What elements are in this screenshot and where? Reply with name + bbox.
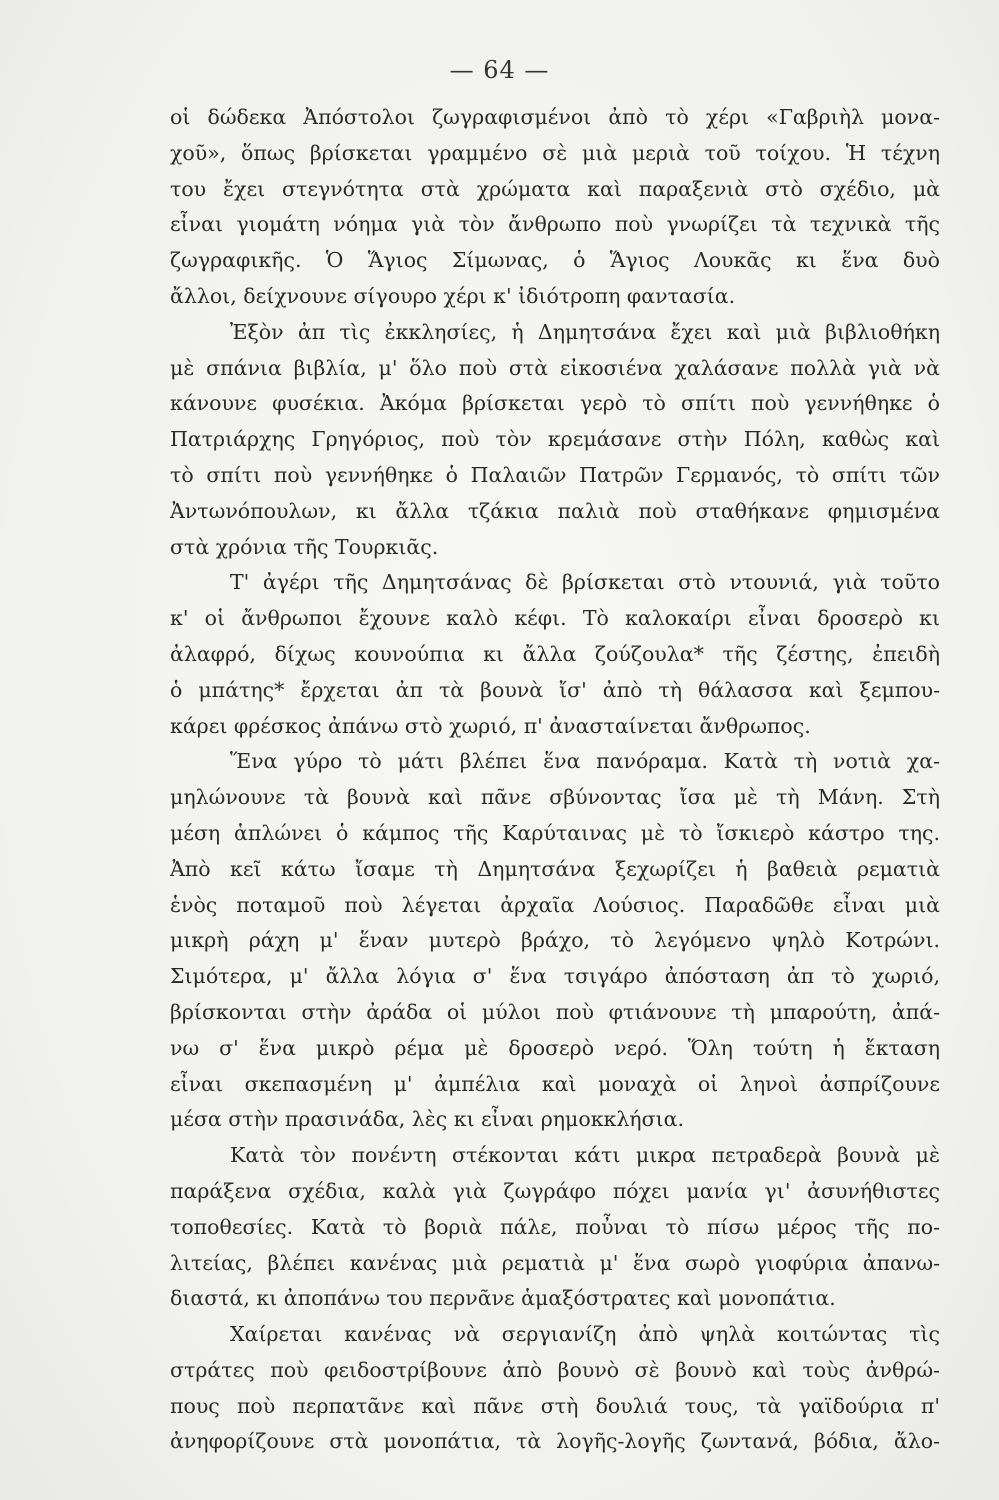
text-line: τὸ σπίτι ποὺ γεννήθηκε ὁ Παλαιῶν Πατρῶν Γερμανός, τὸ σπίτι τῶν [170,462,940,487]
text-line: ἑνὸς ποταμοῦ ποὺ λέγεται ἀρχαῖα Λούσιος. Παραδῶθε εἶναι μιὰ [170,892,940,917]
text-line: οἱ δώδεκα Ἀπόστολοι ζωγραφισμένοι ἀπὸ τὸ χέρι «Γαβριὴλ μονα- [170,105,940,129]
text-line: μηλώνουνε τὰ βουνὰ καὶ πᾶνε σβύνοντας ἴσα μὲ τὴ Μάνη. Στὴ [170,785,940,810]
text-line: εἶναι γιομάτη νόημα γιὰ τὸν ἄνθρωπο ποὺ γνωρίζει τὰ τεχνικὰ τῆς [170,212,940,237]
body-text [170,100,940,1460]
text-line: μικρὴ ράχη μ' ἕναν μυτερὸ βράχο, τὸ λεγόμενο ψηλὸ Κοτρώνι. [170,928,940,953]
text-line: του ἔχει στεγνότητα στὰ χρώματα καὶ παραξενιὰ στὸ σχέδιο, μὰ [170,176,940,201]
text-line: ἀνηφορίζουνε στὰ μονοπάτια, τὰ λογῆς-λογῆς ζωντανά, βόδια, ἄλο- [170,1429,940,1454]
text-line: Χαίρεται κανένας νὰ σεργιανίζη ἀπὸ ψηλὰ κοιτώντας τὶς [230,1322,940,1347]
text-line: διαστά, κι ἀποπάνω του περνᾶνε ἁμαξόστρατες καὶ μονοπάτια. [170,1286,836,1311]
text-line: παράξενα σχέδια, καλὰ γιὰ ζωγράφο πόχει μανία γι' ἀσυνήθιστες [170,1178,940,1203]
text-line: μὲ σπάνια βιβλία, μ' ὅλο ποὺ στὰ εἰκοσιένα χαλάσανε πολλὰ γιὰ νὰ [170,355,940,380]
text-line: τοποθεσίες. Κατὰ τὸ βοριὰ πάλε, ποὖναι τὸ πίσω μέρος τῆς πο- [170,1214,940,1239]
text-line: Ἀπὸ κεῖ κάτω ἴσαμε τὴ Δημητσάνα ξεχωρίζει ἡ βαθειὰ ρεματιὰ [170,856,940,881]
text-line: Ἀντωνόπουλων, κι ἄλλα τζάκια παλιὰ ποὺ σταθήκανε φημισμένα [170,498,940,523]
text-line: Πατριάρχης Γρηγόριος, ποὺ τὸν κρεμάσανε στὴν Πόλη, καθὼς καὶ [170,427,940,452]
text-line: μέσα στὴν πρασινάδα, λὲς κι εἶναι ρημοκκλήσια. [170,1107,684,1132]
text-line: κάρει φρέσκος ἀπάνω στὸ χωριό, π' ἀνασταίνεται ἄνθρωπος. [170,713,811,738]
text-line: λιτείας, βλέπει κανένας μιὰ ρεματιὰ μ' ἕνα σωρὸ γιοφύρια ἀπανω- [170,1250,940,1275]
text-line: νω σ' ἕνα μικρὸ ρέμα μὲ δροσερὸ νερό. Ὅλη τούτη ἡ ἔκταση [170,1035,940,1060]
text-line: Κατὰ τὸν πονέντη στέκονται κάτι μικρα πετραδερὰ βουνὰ μὲ [230,1143,940,1168]
text-line: ὁ μπάτης* ἔρχεται ἀπ τὰ βουνὰ ἴσ' ἀπὸ τὴ θάλασσα καὶ ξεμπου- [170,677,940,702]
text-line: βρίσκονται στὴν ἀράδα οἱ μύλοι ποὺ φτιάνουνε τὴ μπαρούτη, ἀπά- [170,999,940,1024]
text-line: κ' οἱ ἄνθρωποι ἔχουνε καλὸ κέφι. Τὸ καλοκαίρι εἶναι δροσερὸ κι [170,606,940,631]
text-line: στράτες ποὺ φειδοστρίβουνε ἀπὸ βουνὸ σὲ βουνὸ καὶ τοὺς ἀνθρώ- [170,1357,940,1382]
text-line: Τ' ἀγέρι τῆς Δημητσάνας δὲ βρίσκεται στὸ ντουνιά, γιὰ τοῦτο [230,570,940,595]
text-line: Ἕνα γύρο τὸ μάτι βλέπει ἕνα πανόραμα. Κατὰ τὴ νοτιὰ χα- [230,749,940,774]
text-line: στὰ χρόνια τῆς Τουρκιᾶς. [170,534,439,559]
text-line: πους ποὺ περπατᾶνε καὶ πᾶνε στὴ δουλιά τους, τὰ γαϊδούρια π' [170,1393,940,1418]
text-line: εἶναι σκεπασμένη μ' ἀμπέλια καὶ μοναχὰ οἱ ληνοὶ ἀσπρίζουνε [170,1071,940,1096]
text-line: Σιμότερα, μ' ἄλλα λόγια σ' ἕνα τσιγάρο ἀπόσταση ἀπ τὸ χωριό, [170,964,940,989]
text-line: ἄλλοι, δείχνουνε σίγουρο χέρι κ' ἰδιότροπη φαντασία. [170,283,736,308]
text-line: κάνουνε φυσέκια. Ἀκόμα βρίσκεται γερὸ τὸ σπίτι ποὺ γεννήθηκε ὁ [170,391,940,416]
text-line: μέση ἁπλώνει ὁ κάμπος τῆς Καρύταινας μὲ τὸ ἴσκιερὸ κάστρο της. [170,820,940,845]
page-number: — 64 — [449,56,550,84]
text-line: χοῦ», ὅπως βρίσκεται γραμμένο σὲ μιὰ μεριὰ τοῦ τοίχου. Ἡ τέχνη [170,140,940,165]
text-line: Ἐξὸν ἀπ τὶς ἐκκλησίες, ἡ Δημητσάνα ἔχει καὶ μιὰ βιβλιοθήκη [230,319,940,344]
text-line: ζωγραφικῆς. Ὁ Ἅγιος Σίμωνας, ὁ Ἅγιος Λουκᾶς κι ἕνα δυὸ [170,248,940,273]
text-line: ἀλαφρό, δίχως κουνούπια κι ἄλλα ζούζουλα* τῆς ζέστης, ἐπειδὴ [170,641,940,666]
